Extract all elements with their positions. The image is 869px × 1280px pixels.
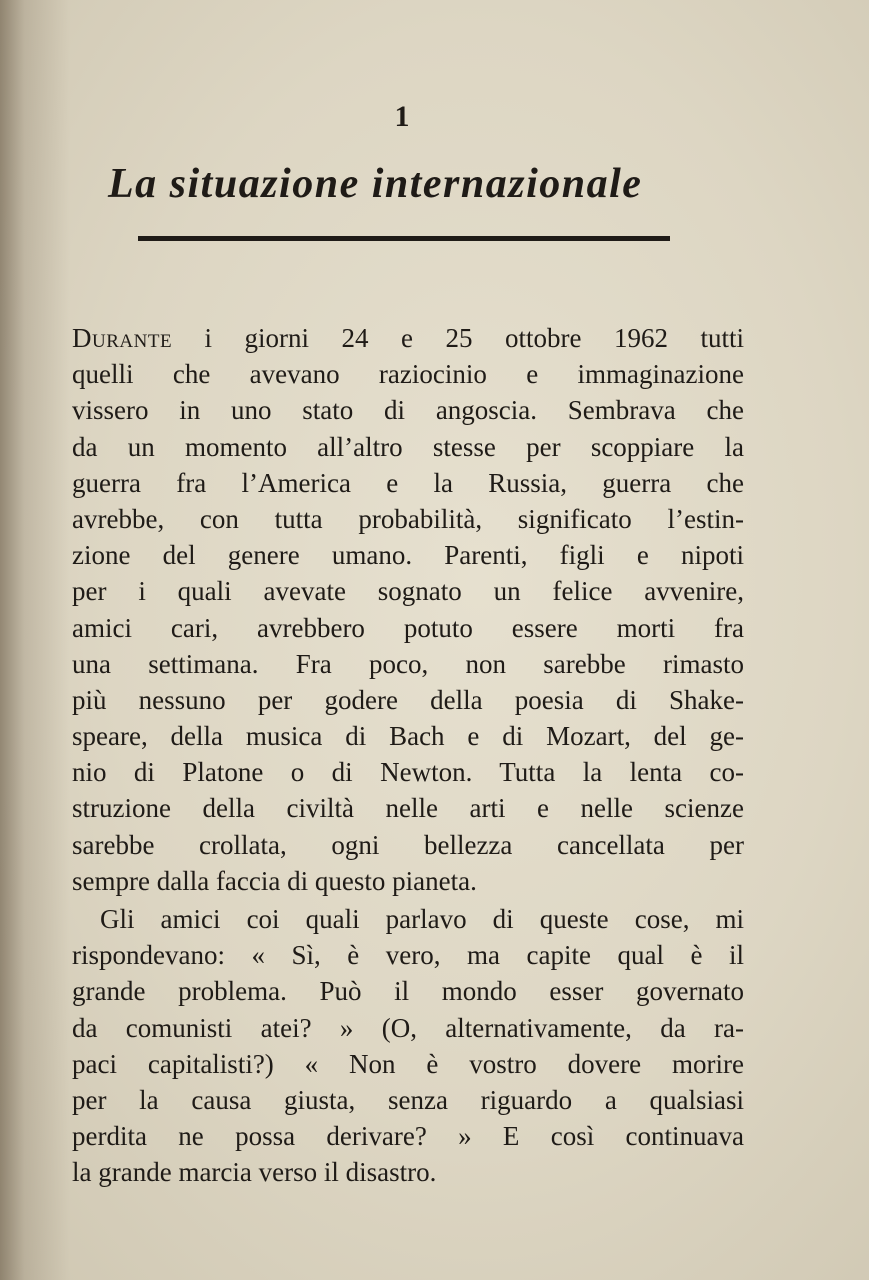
paragraph-1-line: vissero in uno stato di angoscia. Sembrava che [72, 395, 744, 426]
paragraph-1-line: più nessuno per godere della poesia di Shake- [72, 684, 744, 715]
paragraph-1-line: avrebbe, con tutta probabilità, significato l’estin- [72, 503, 744, 534]
paragraph-2-line: perdita ne possa derivare? » E così continuava [72, 1121, 744, 1152]
paragraph-1-line: amici cari, avrebbero potuto essere morti fra [72, 612, 744, 643]
paragraph-1-line-1-rest: i giorni 24 e 25 ottobre 1962 tutti [172, 323, 744, 353]
paragraph-1-line: struzione della civiltà nelle arti e nelle scienze [72, 793, 744, 824]
paragraph-1-line: guerra fra l’America e la Russia, guerra che [72, 467, 744, 498]
paragraph-1-line: sarebbe crollata, ogni bellezza cancellata per [72, 829, 744, 860]
title-underline-rule [138, 236, 670, 241]
paragraph-2-line: per la causa giusta, senza riguardo a qualsiasi [72, 1084, 744, 1115]
paragraph-2-line: grande problema. Può il mondo esser governato [72, 976, 744, 1007]
paragraph-1-line: per i quali avevate sognato un felice avvenire, [72, 576, 744, 607]
paragraph-2-line: da comunisti atei? » (O, alternativamente, da ra- [72, 1012, 744, 1043]
paragraph-1-line: nio di Platone o di Newton. Tutta la lenta co- [72, 757, 744, 788]
paragraph-1-line: da un momento all’altro stesse per scoppiare la [72, 431, 744, 462]
chapter-title: La situazione internazionale [108, 161, 643, 207]
paragraph-2-line: rispondevano: « Sì, è vero, ma capite qual è il [72, 940, 744, 971]
paragraph-1-line: sempre dalla faccia di questo pianeta. [72, 865, 477, 896]
paragraph-1-line: una settimana. Fra poco, non sarebbe rimasto [72, 648, 744, 679]
paragraph-1-line-1 [72, 320, 744, 356]
lead-word-smallcaps: Durante [72, 323, 173, 353]
book-gutter-shadow [0, 0, 70, 1280]
paragraph-1-line: speare, della musica di Bach e di Mozart, del ge- [72, 721, 744, 752]
paragraph-2-line: Gli amici coi quali parlavo di queste cose, mi [100, 904, 744, 934]
paragraph-2-line: la grande marcia verso il disastro. [72, 1157, 437, 1188]
paragraph-2-line: paci capitalisti?) « Non è vostro dovere morire [72, 1048, 744, 1079]
paragraph-1-line: quelli che avevano raziocinio e immaginazione [72, 359, 744, 390]
chapter-number: 1 [394, 100, 411, 133]
body-text [72, 320, 744, 1191]
paragraph-1-line: zione del genere umano. Parenti, figli e nipoti [72, 540, 744, 571]
